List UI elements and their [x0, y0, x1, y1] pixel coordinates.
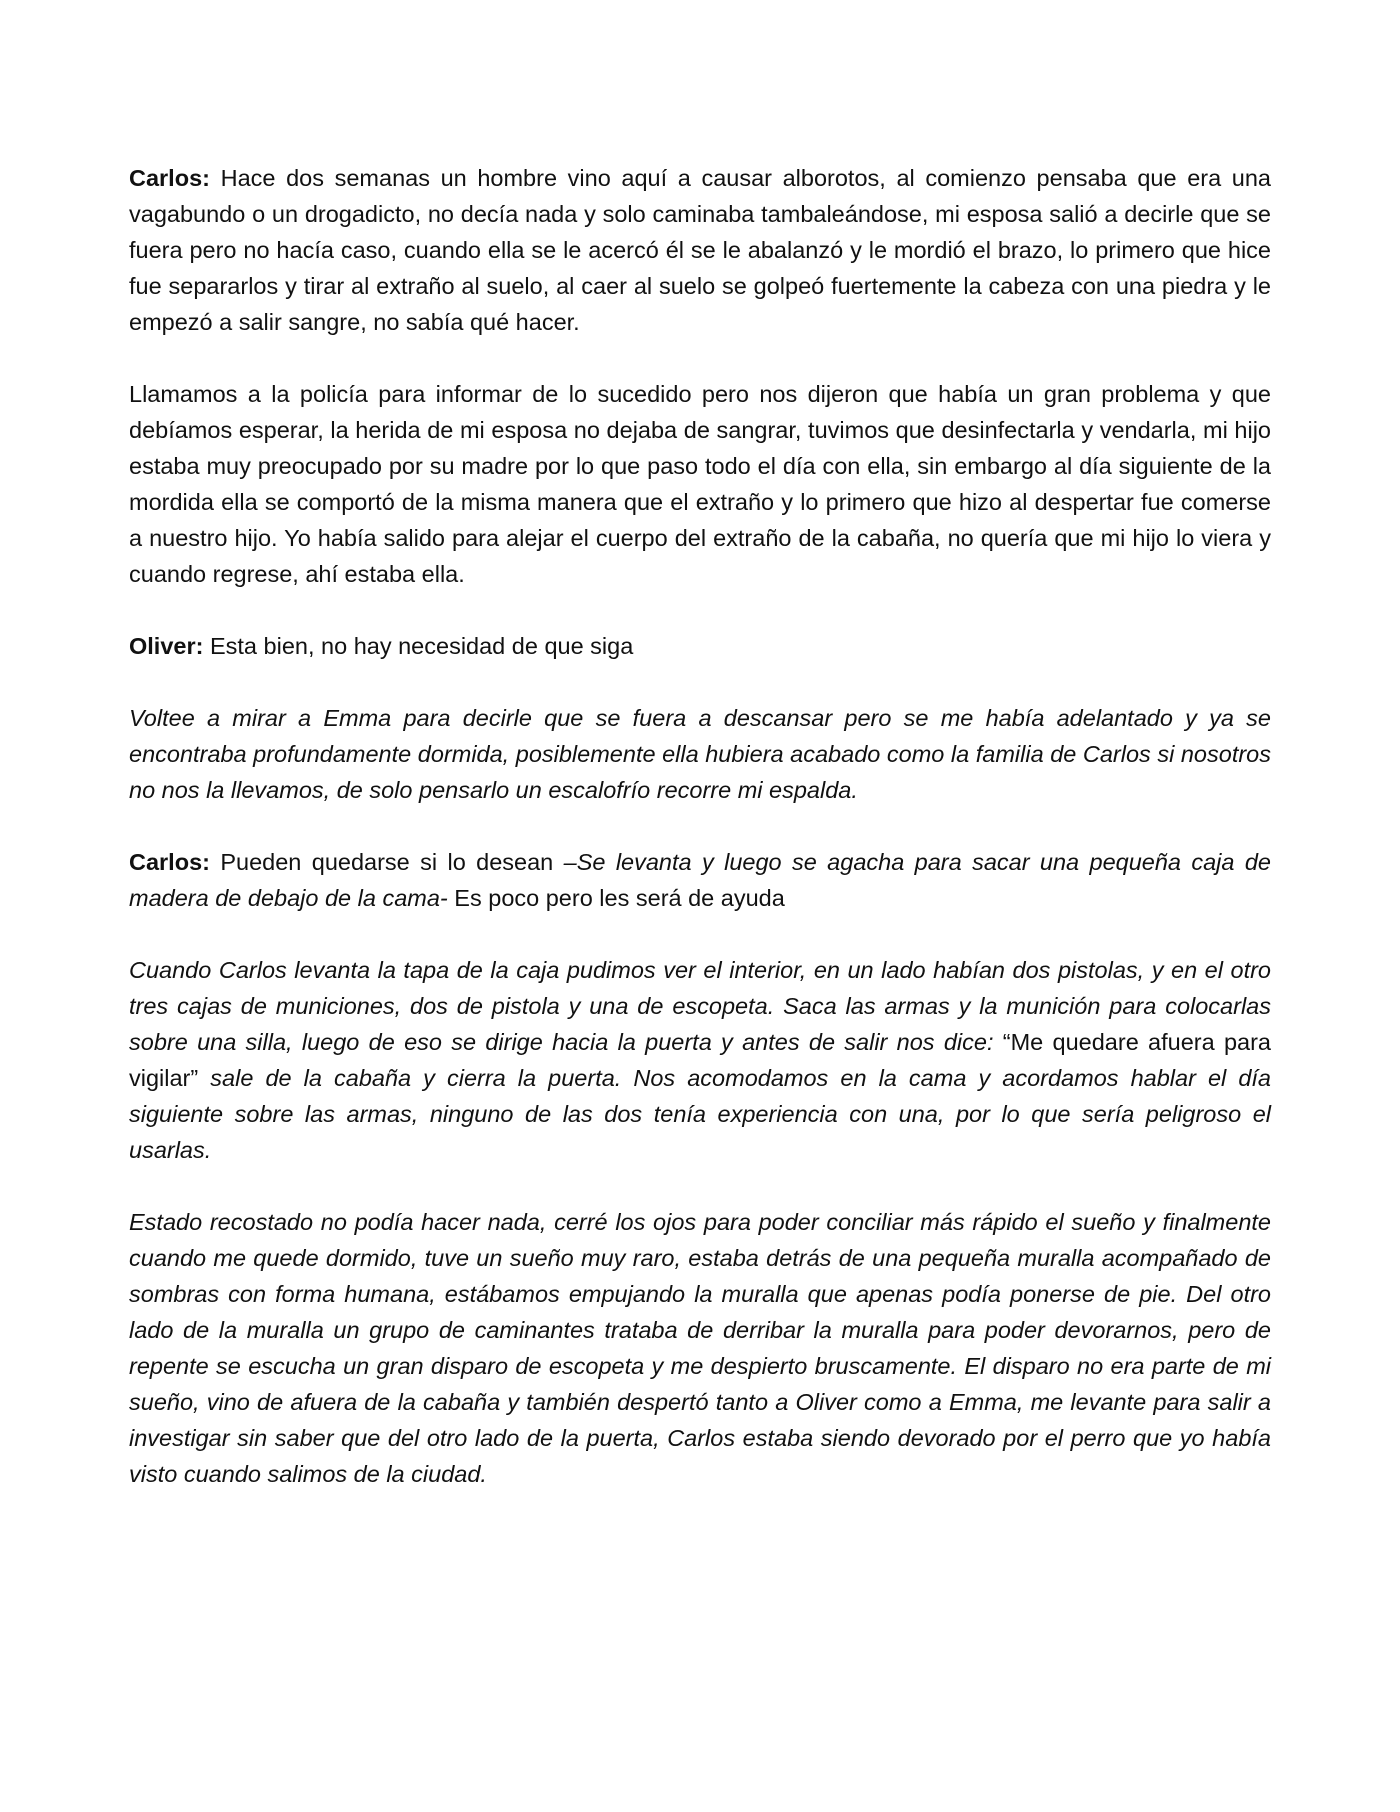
document-body	[129, 160, 1271, 1492]
dialogue-text: Llamamos a la policía para informar de lo sucedido pero nos dijeron que había un gran problema y que debíamos esperar, la herida de mi esposa no dejaba de sangrar, tuvimos que desinfectarla y vendarla, mi hijo estaba muy preocupado por su madre por lo que paso todo el día con ella, sin embargo al día siguiente de la mordida ella se comportó de la misma manera que el extraño y lo primero que hizo al despertar fue comerse a nuestro hijo. Yo había salido para alejar el cuerpo del extraño de la cabaña, no quería que mi hijo lo viera y cuando regrese, ahí estaba ella.	[129, 381, 1271, 587]
paragraph-carlos-1	[129, 160, 1271, 340]
paragraph-oliver	[129, 628, 1271, 664]
paragraph-narration-1	[129, 700, 1271, 808]
paragraph-narration-3	[129, 1204, 1271, 1492]
stage-direction: –Se levanta y luego se agacha para sacar una pequeña caja de madera de debajo de la cama-	[129, 849, 1271, 911]
dialogue-text: Es poco pero les será de ayuda	[447, 885, 785, 911]
speaker-label: Carlos:	[129, 165, 210, 191]
speaker-label: Oliver:	[129, 633, 204, 659]
paragraph-narration-2	[129, 952, 1271, 1168]
speaker-label: Carlos:	[129, 849, 210, 875]
narration-text: sale de la cabaña y cierra la puerta. Nos acomodamos en la cama y acordamos hablar el día siguiente sobre las armas, ninguno de las dos tenía experiencia con una, por lo que sería peligroso el usarlas.	[129, 1065, 1271, 1163]
paragraph-carlos-2	[129, 376, 1271, 592]
narration-text: Estado recostado no podía hacer nada, cerré los ojos para poder conciliar más rápido el sueño y finalmente cuando me quede dormido, tuve un sueño muy raro, estaba detrás de una pequeña muralla acompañado de sombras con forma humana, estábamos empujando la muralla que apenas podía ponerse de pie. Del otro lado de la muralla un grupo de caminantes trataba de derribar la muralla para poder devorarnos, pero de repente se escucha un gran disparo de escopeta y me despierto bruscamente. El disparo no era parte de mi sueño, vino de afuera de la cabaña y también despertó tanto a Oliver como a Emma, me levante para salir a investigar sin saber que del otro lado de la puerta, Carlos estaba siendo devorado por el perro que yo había visto cuando salimos de la ciudad.	[129, 1209, 1271, 1487]
dialogue-text: Esta bien, no hay necesidad de que siga	[203, 633, 634, 659]
dialogue-text: Hace dos semanas un hombre vino aquí a causar alborotos, al comienzo pensaba que era una vagabundo o un drogadicto, no decía nada y solo caminaba tambaleándose, mi esposa salió a decirle que se fuera pero no hacía caso, cuando ella se le acercó él se le abalanzó y le mordió el brazo, lo primero que hice fue separarlos y tirar al extraño al suelo, al caer al suelo se golpeó fuertemente la cabeza con una piedra y le empezó a salir sangre, no sabía qué hacer.	[129, 165, 1271, 335]
narration-text: Cuando Carlos levanta la tapa de la caja pudimos ver el interior, en un lado habían dos pistolas, y en el otro tres cajas de municiones, dos de pistola y una de escopeta. Saca las armas y la munición para colocarlas sobre una silla, luego de eso se dirige hacia la puerta y antes de salir nos dice:	[129, 957, 1271, 1055]
narration-text: Voltee a mirar a Emma para decirle que se fuera a descansar pero se me había adelantado y ya se encontraba profundamente dormida, posiblemente ella hubiera acabado como la familia de Carlos si nosotros no nos la llevamos, de solo pensarlo un escalofrío recorre mi espalda.	[129, 705, 1271, 803]
dialogue-text: Pueden quedarse si lo desean	[209, 849, 564, 875]
paragraph-carlos-3	[129, 844, 1271, 916]
quoted-dialogue: “Me quedare afuera para vigilar”	[129, 1029, 1272, 1091]
